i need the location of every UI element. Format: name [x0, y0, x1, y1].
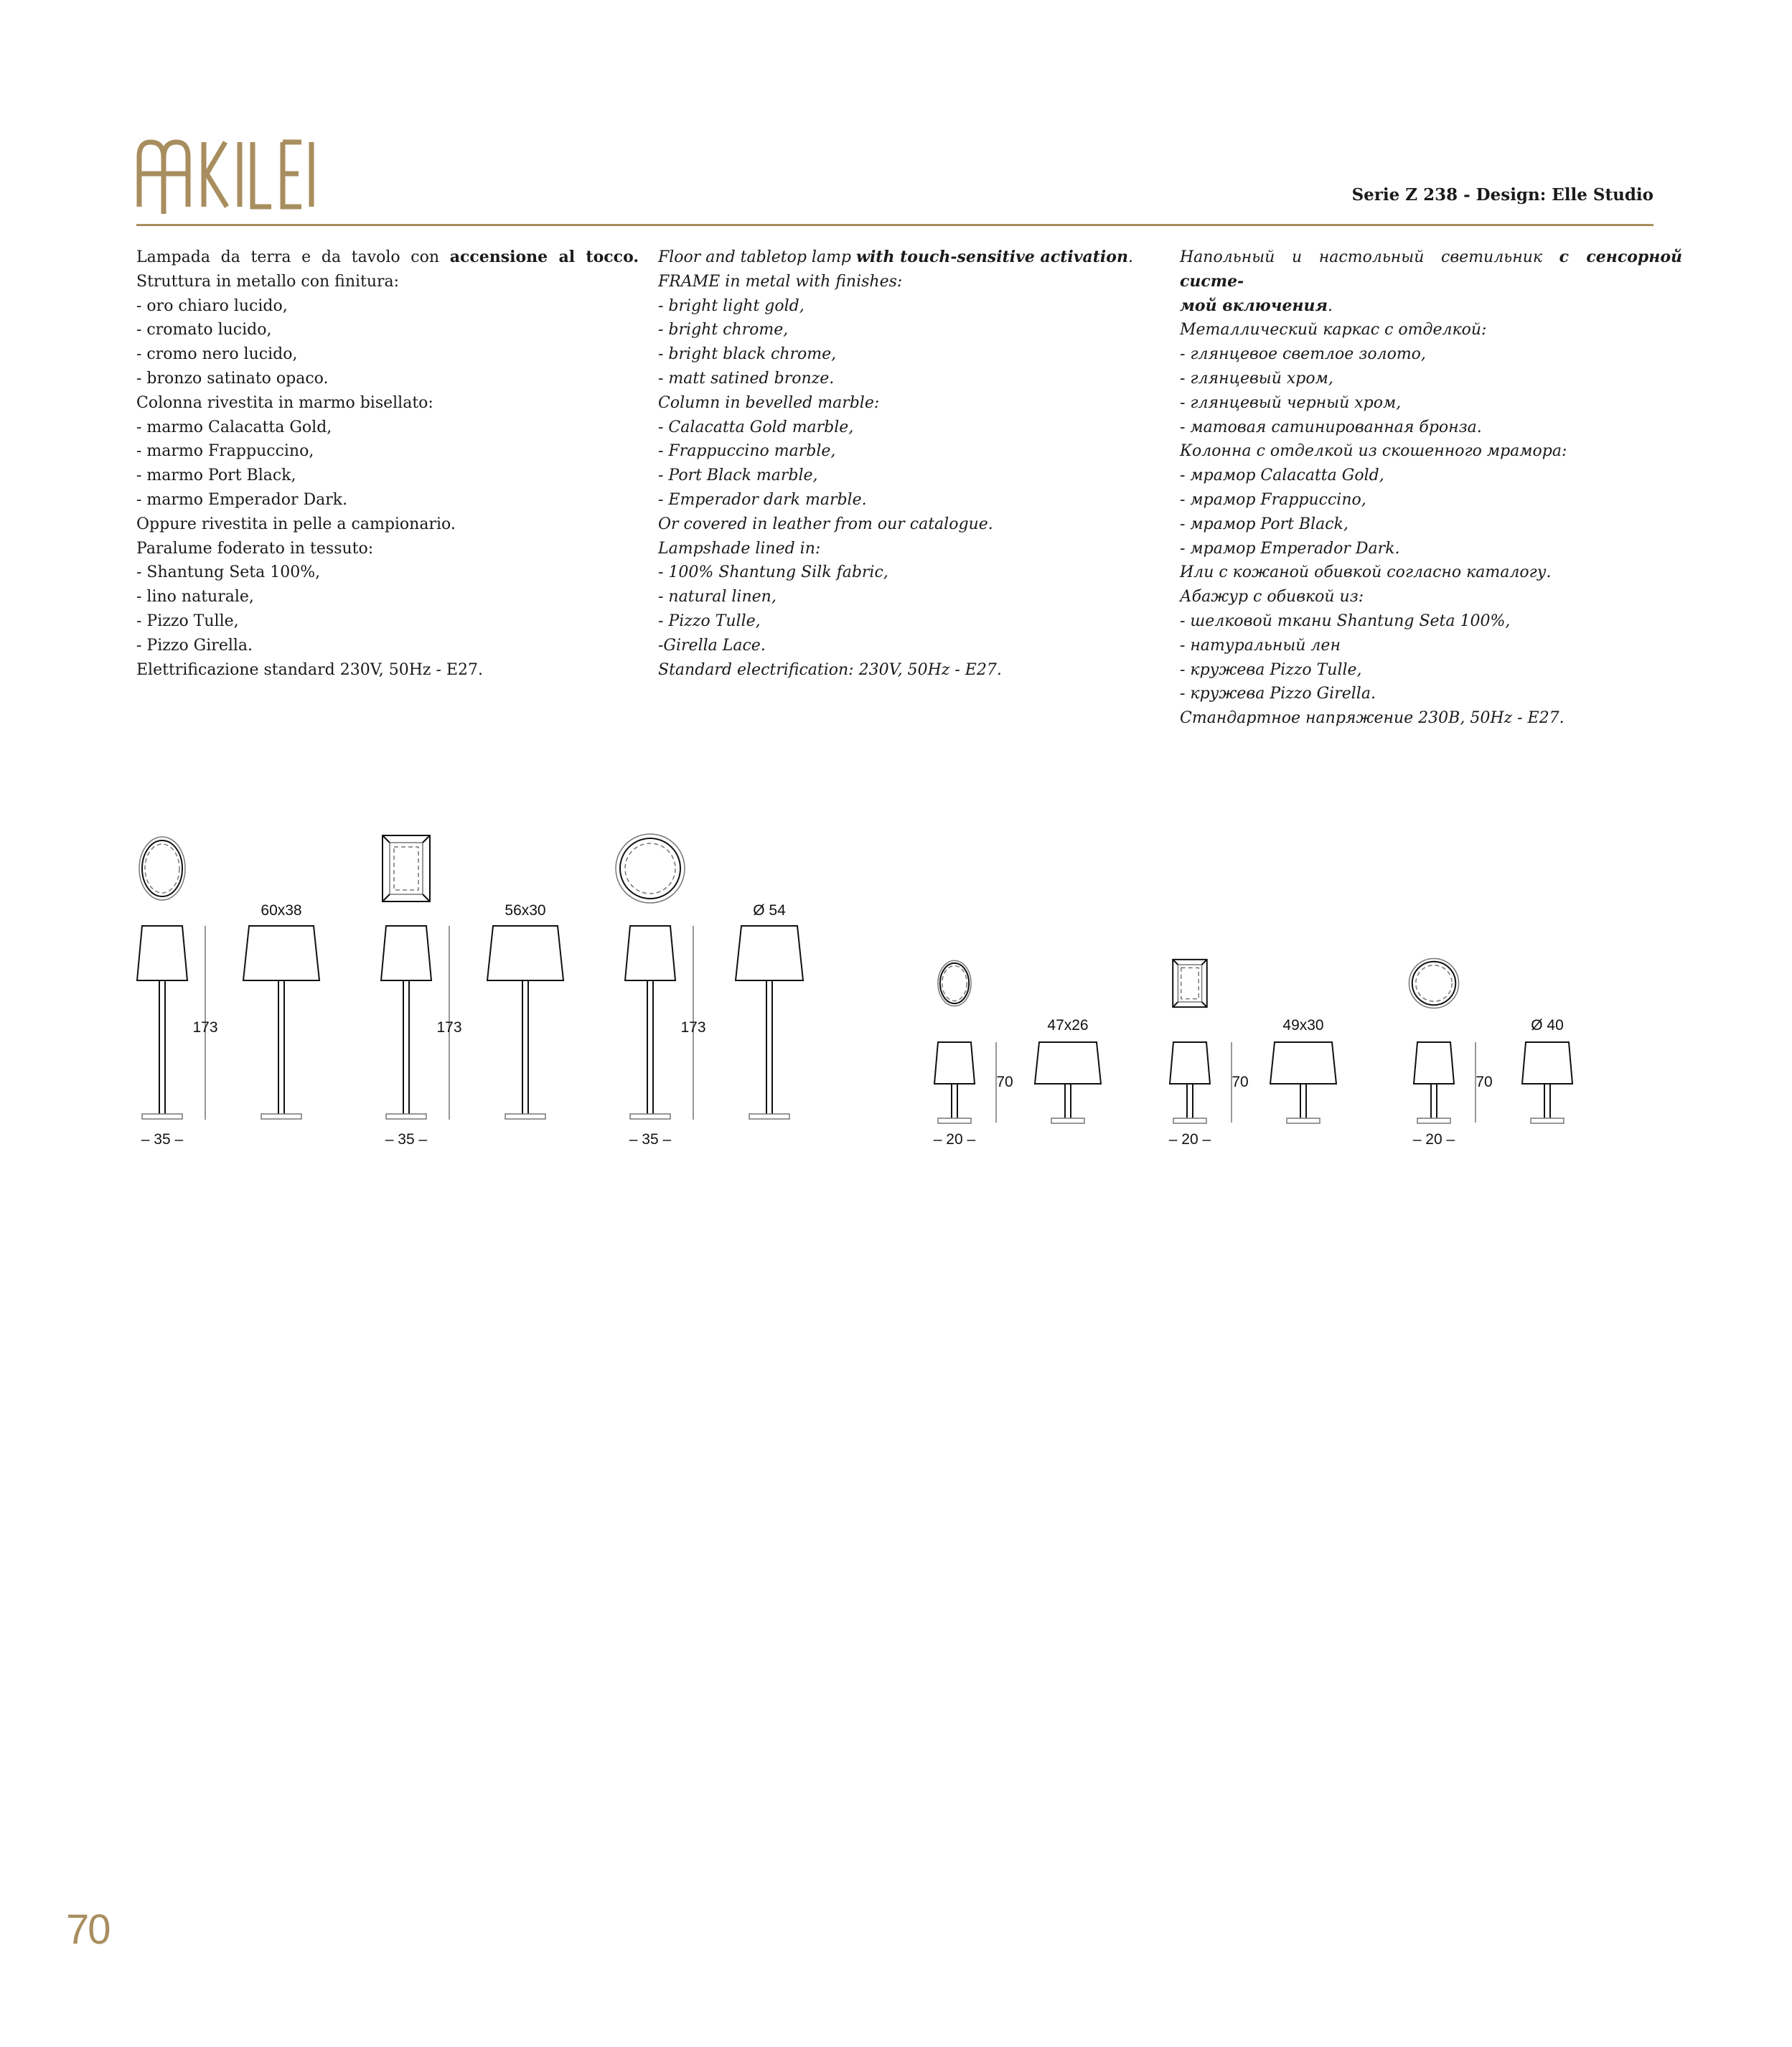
lamp-shade	[1414, 1042, 1454, 1084]
lamp-shade	[736, 926, 803, 980]
english-intro-end: .	[1127, 248, 1133, 266]
italian-lines	[136, 270, 639, 683]
shade-size-label: Ø 40	[1531, 1017, 1564, 1034]
italian-intro-text: Lampada da terra e da tavolo con	[136, 248, 450, 266]
page-number: 70	[66, 1906, 110, 1953]
text-line: - bright light gold,	[658, 296, 804, 315]
base-width-label: – 35 –	[385, 1131, 428, 1148]
technical-drawings	[0, 790, 1792, 1191]
lamp-shade	[934, 1042, 975, 1084]
text-line: - Frappuccino marble,	[658, 442, 836, 461]
russian-line2-bold: мой включения	[1180, 296, 1328, 315]
lamp-base	[1051, 1118, 1084, 1123]
height-label: 70	[1476, 1074, 1493, 1090]
italian-intro-bold: accensione al tocco.	[449, 248, 639, 266]
plan-inner	[145, 844, 179, 893]
lamp-shade	[1522, 1042, 1572, 1084]
table-lamp-side-view	[1170, 1042, 1210, 1123]
text-line: - bright chrome,	[658, 321, 789, 339]
header-divider	[136, 224, 1653, 226]
russian-intro	[1180, 245, 1682, 294]
shade-size-label: 56x30	[505, 902, 546, 919]
shade-size-label: Ø 54	[753, 902, 786, 919]
text-line: - матовая сатинированная бронза.	[1180, 418, 1482, 436]
lamp-base	[1173, 1118, 1206, 1123]
lamp-base	[938, 1118, 971, 1123]
text-line: - bronzo satinato opaco.	[136, 369, 329, 388]
text-line: - 100% Shantung Silk fabric,	[658, 563, 888, 582]
lamp-base	[386, 1114, 426, 1119]
text-line: - Calacatta Gold marble,	[658, 418, 854, 436]
text-line: - мрамор Frappuccino,	[1180, 490, 1366, 509]
plan-view-oval-icon	[938, 960, 971, 1006]
table-lamp-side-view	[1414, 1042, 1454, 1123]
plan-view-oval-icon	[139, 837, 185, 900]
text-line: - Pizzo Tulle,	[136, 612, 239, 630]
plan-inner	[1416, 965, 1452, 1001]
text-line: - Pizzo Girella.	[136, 636, 253, 655]
floor-lamp-front-view	[736, 926, 803, 1119]
english-intro-bold: with touch-sensitive activation	[856, 248, 1128, 266]
plan-view-round-icon	[616, 834, 685, 903]
floor-lamp-side-view	[625, 926, 675, 1119]
lamp-shade	[487, 926, 563, 980]
text-line: - кружева Pizzo Girella.	[1180, 685, 1376, 703]
text-line: - кружева Pizzo Tulle,	[1180, 660, 1362, 679]
text-line: - шелковой ткани Shantung Seta 100%,	[1180, 612, 1511, 630]
floor-lamp-front-view	[243, 926, 319, 1119]
text-line: FRAME in metal with finishes:	[658, 272, 903, 291]
shade-size-label: 49x30	[1282, 1017, 1324, 1034]
plan-bevel	[383, 835, 390, 843]
lamp-shade	[137, 926, 187, 980]
plan-bevel	[423, 894, 430, 901]
russian-description	[1180, 245, 1682, 731]
text-line: Oppure rivestita in pelle a campionario.	[136, 515, 456, 533]
plan-mid	[1412, 962, 1455, 1005]
text-line: - Port Black marble,	[658, 467, 818, 485]
lamp-base	[630, 1114, 670, 1119]
serie-design-label: Serie Z 238 - Design: Elle Studio	[1351, 185, 1653, 205]
text-line: Column in bevelled marble:	[658, 393, 880, 412]
text-line: Стандартное напряжение 230В, 50Hz - E27.	[1180, 709, 1565, 728]
english-intro	[658, 245, 1160, 270]
english-lines	[658, 270, 1160, 683]
lamp-base	[261, 1114, 301, 1119]
height-label: 70	[996, 1074, 1013, 1090]
text-line: - натуральный лен	[1180, 636, 1341, 655]
lamp-shade	[381, 926, 431, 980]
lamp-base	[1417, 1118, 1450, 1123]
lamp-shade	[625, 926, 675, 980]
floor-lamp-side-view	[137, 926, 187, 1119]
text-line: Металлический каркас с отделкой:	[1180, 321, 1487, 339]
lamp-shade	[1170, 1042, 1210, 1084]
text-line: - matt satined bronze.	[658, 369, 835, 388]
plan-dashed	[1181, 968, 1198, 998]
plan-view-rect-icon	[1173, 960, 1207, 1007]
text-line: - мрамор Emperador Dark.	[1180, 539, 1400, 558]
russian-intro-bold: с сенсорной систе-	[1180, 248, 1682, 291]
plan-bevel	[1202, 1002, 1207, 1007]
text-line: -Girella Lace.	[658, 636, 766, 655]
text-line: - lino naturale,	[136, 588, 254, 606]
text-line: Paralume foderato in tessuto:	[136, 539, 374, 558]
text-line: Or covered in leather from our catalogue.	[658, 515, 993, 533]
plan-inner	[625, 843, 675, 894]
plan-bevel	[1202, 960, 1207, 965]
text-line: Colonna rivestita in marmo bisellato:	[136, 393, 433, 412]
lamp-base	[1531, 1118, 1564, 1123]
lamp-shade	[243, 926, 319, 980]
height-label: 70	[1232, 1074, 1249, 1090]
base-width-label: – 35 –	[629, 1131, 672, 1148]
plan-outer	[616, 834, 685, 903]
text-line: - Emperador dark marble.	[658, 490, 867, 509]
height-label: 173	[192, 1019, 218, 1036]
text-line: Колонна с отделкой из скошенного мрамора:	[1180, 442, 1567, 461]
text-line: - cromato lucido,	[136, 321, 272, 339]
text-line: - Pizzo Tulle,	[658, 612, 761, 630]
text-line: - глянцевый черный хром,	[1180, 393, 1402, 412]
russian-intro-line2	[1180, 294, 1682, 319]
text-line: - marmo Port Black,	[136, 467, 296, 485]
lamp-base	[505, 1114, 545, 1119]
lamp-drawings-svg	[0, 790, 1792, 1191]
base-width-label: – 35 –	[141, 1131, 184, 1148]
text-line: - мрамор Calacatta Gold,	[1180, 467, 1384, 485]
floor-lamp-front-view	[487, 926, 563, 1119]
text-line: Или с кожаной обивкой согласно каталогу.	[1180, 563, 1552, 582]
plan-bevel	[1173, 1002, 1178, 1007]
height-label: 173	[680, 1019, 706, 1036]
plan-mid	[142, 840, 182, 896]
lamp-shade	[1035, 1042, 1101, 1084]
lamp-shade	[1270, 1042, 1336, 1084]
text-line: - мрамор Port Black,	[1180, 515, 1348, 533]
plan-view-round-icon	[1409, 958, 1458, 1008]
plan-outer	[1409, 958, 1458, 1008]
text-line: - marmo Frappuccino,	[136, 442, 314, 461]
plan-bevel	[1173, 960, 1178, 965]
plan-outer	[139, 837, 185, 900]
table-lamp-side-view	[934, 1042, 975, 1123]
table-lamp-front-view	[1035, 1042, 1101, 1123]
plan-view-rect-icon	[383, 835, 430, 901]
text-line: Lampshade lined in:	[658, 539, 821, 558]
plan-mid	[940, 963, 969, 1003]
text-line: Elettrificazione standard 230V, 50Hz - E27.	[136, 660, 483, 679]
plan-bevel	[423, 835, 430, 843]
table-lamp-front-view	[1522, 1042, 1572, 1123]
shade-size-label: 47x26	[1047, 1017, 1089, 1034]
text-line: - natural linen,	[658, 588, 777, 606]
base-width-label: – 20 –	[1168, 1131, 1211, 1148]
plan-inner	[390, 843, 423, 894]
russian-lines	[1180, 318, 1682, 731]
table-lamp-front-view	[1270, 1042, 1336, 1123]
lamp-base	[1287, 1118, 1320, 1123]
plan-bevel	[383, 894, 390, 901]
plan-inner	[942, 966, 967, 1001]
english-description	[658, 245, 1160, 682]
shade-size-label: 60x38	[261, 902, 302, 919]
text-line: - Shantung Seta 100%,	[136, 563, 321, 582]
lamp-base	[142, 1114, 182, 1119]
text-line: - oro chiaro lucido,	[136, 296, 288, 315]
text-line: - marmo Calacatta Gold,	[136, 418, 332, 436]
plan-outer	[938, 960, 971, 1006]
text-line: - cromo nero lucido,	[136, 345, 298, 364]
text-line: Standard electrification: 230V, 50Hz - E27.	[658, 660, 1002, 679]
plan-mid	[620, 838, 680, 899]
text-line: - глянцевое светлое золото,	[1180, 345, 1426, 364]
text-line: - marmo Emperador Dark.	[136, 490, 348, 509]
russian-line2-end: .	[1327, 296, 1333, 315]
text-line: - глянцевый хром,	[1180, 369, 1333, 388]
italian-intro	[136, 245, 639, 270]
text-line: Struttura in metallo con finitura:	[136, 272, 400, 291]
base-width-label: – 20 –	[933, 1131, 976, 1148]
akilele-logo	[135, 129, 322, 215]
russian-intro-text: Напольный и настольный светильник	[1180, 248, 1559, 266]
text-line: - bright black chrome,	[658, 345, 837, 364]
floor-lamp-side-view	[381, 926, 431, 1119]
text-line: Абажур с обивкой из:	[1180, 588, 1364, 606]
lamp-base	[749, 1114, 789, 1119]
italian-description	[136, 245, 639, 682]
english-intro-text: Floor and tabletop lamp	[658, 248, 857, 266]
plan-dashed	[394, 847, 418, 890]
height-label: 173	[436, 1019, 462, 1036]
base-width-label: – 20 –	[1412, 1131, 1455, 1148]
